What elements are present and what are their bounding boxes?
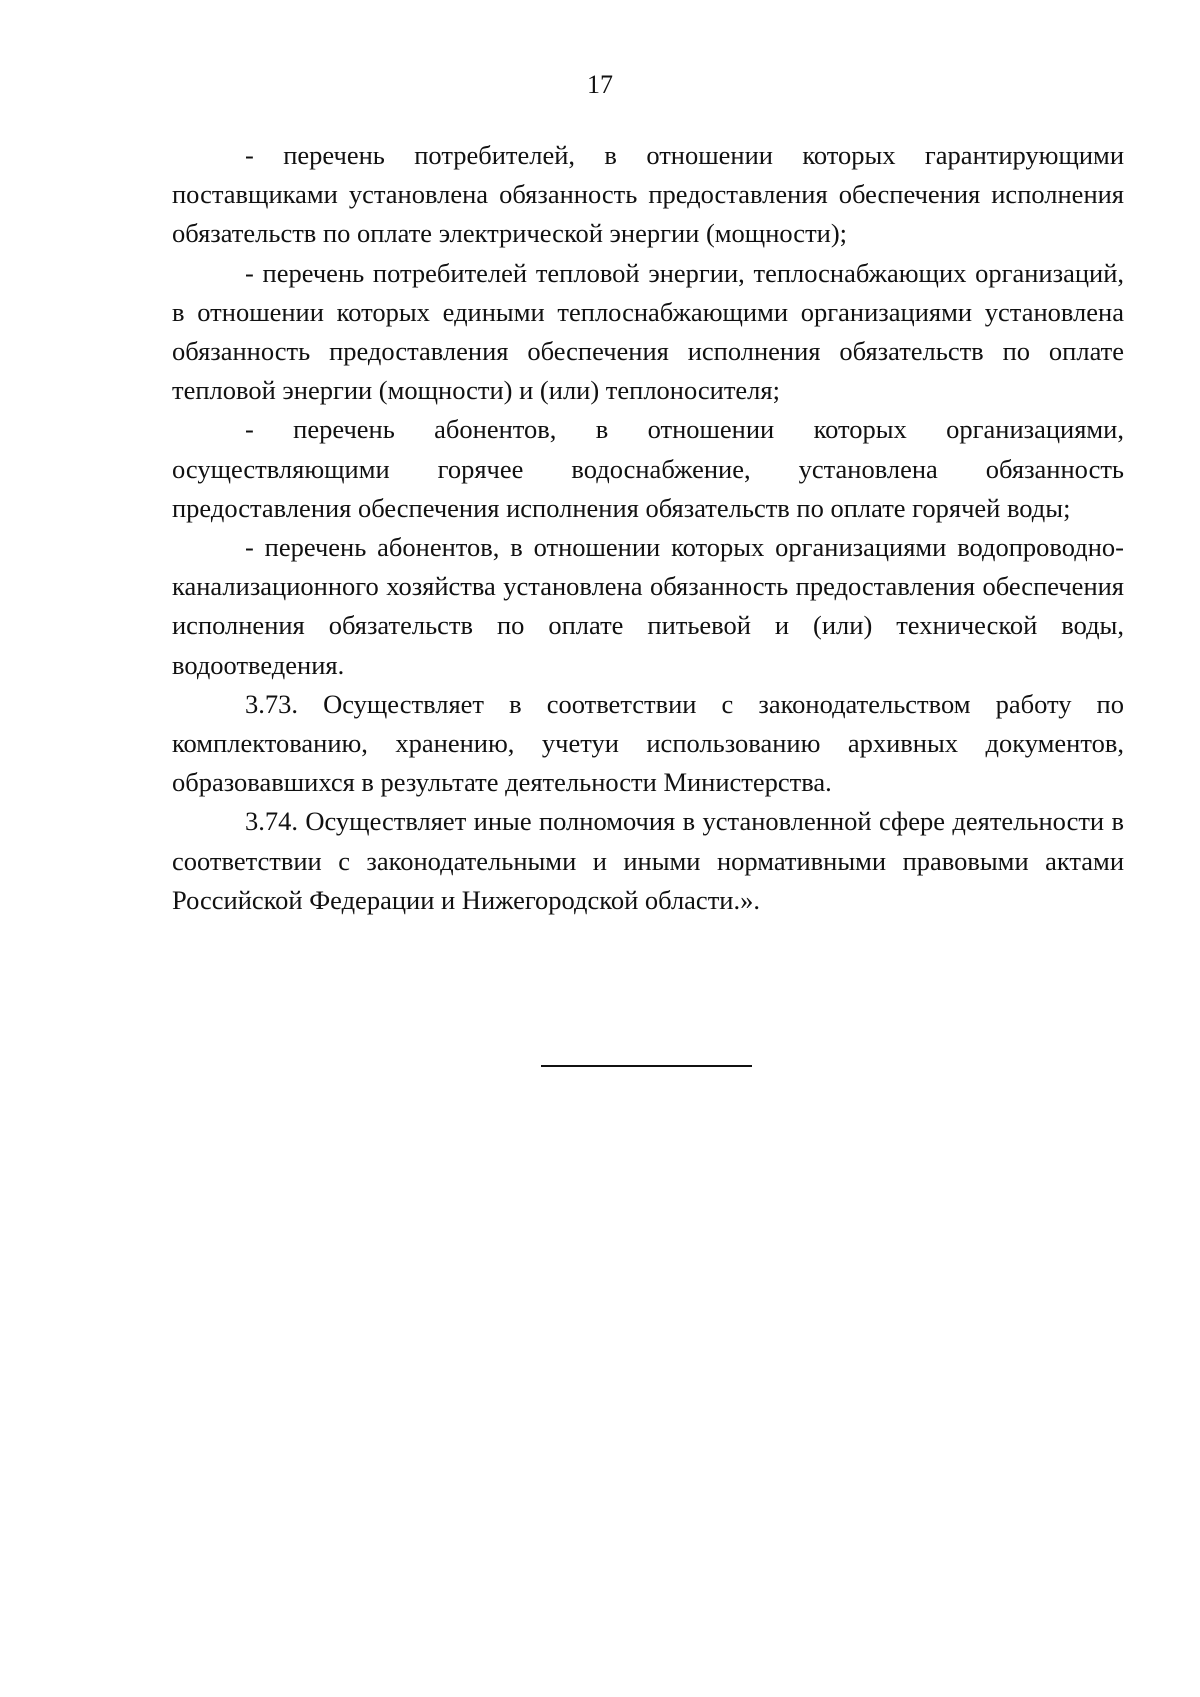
list-item-water-sewage-subscribers: - перечень абонентов, в отношении которых организациями водопроводно-канализационного хозяйства установлена обязанность предоставления обеспечения исполнения обязательств по оплате питьевой и (или) технической воды, водоотведения. xyxy=(172,532,1124,680)
clause-3-73: 3.73. Осуществляет в соответствии с законодательством работу по комплектованию, хранению, учетуи использованию архивных документов, образовавшихся в результате деятельности Министерства. xyxy=(172,688,1124,798)
clause-3-74: 3.74. Осуществляет иные полномочия в установленной сфере деятельности в соответствии с законодательными и иными нормативными правовыми актами Российской Федерации и Нижегородской области.». xyxy=(172,806,1124,915)
document-body xyxy=(172,136,1124,920)
list-item-hot-water-subscribers: - перечень абонентов, в отношении которых организациями, осуществляющими горячее водоснабжение, установлена обязанность предоставления обеспечения исполнения обязательств по оплате горячей воды; xyxy=(172,414,1124,523)
end-of-document-line xyxy=(541,1065,752,1067)
page-number: 17 xyxy=(587,70,613,99)
list-item-heat-energy-consumers: - перечень потребителей тепловой энергии, теплоснабжающих организаций, в отношении которых едиными теплоснабжающими организациями установлена обязанность предоставления обеспечения исполнения обязательств по оплате тепловой энергии (мощности) и (или) теплоносителя; xyxy=(172,257,1124,406)
list-item-electric-energy-consumers: - перечень потребителей, в отношении которых гарантирующими поставщиками установлена обязанность предоставления обеспечения исполнения обязательств по оплате электрической энергии (мощности); xyxy=(172,140,1124,249)
